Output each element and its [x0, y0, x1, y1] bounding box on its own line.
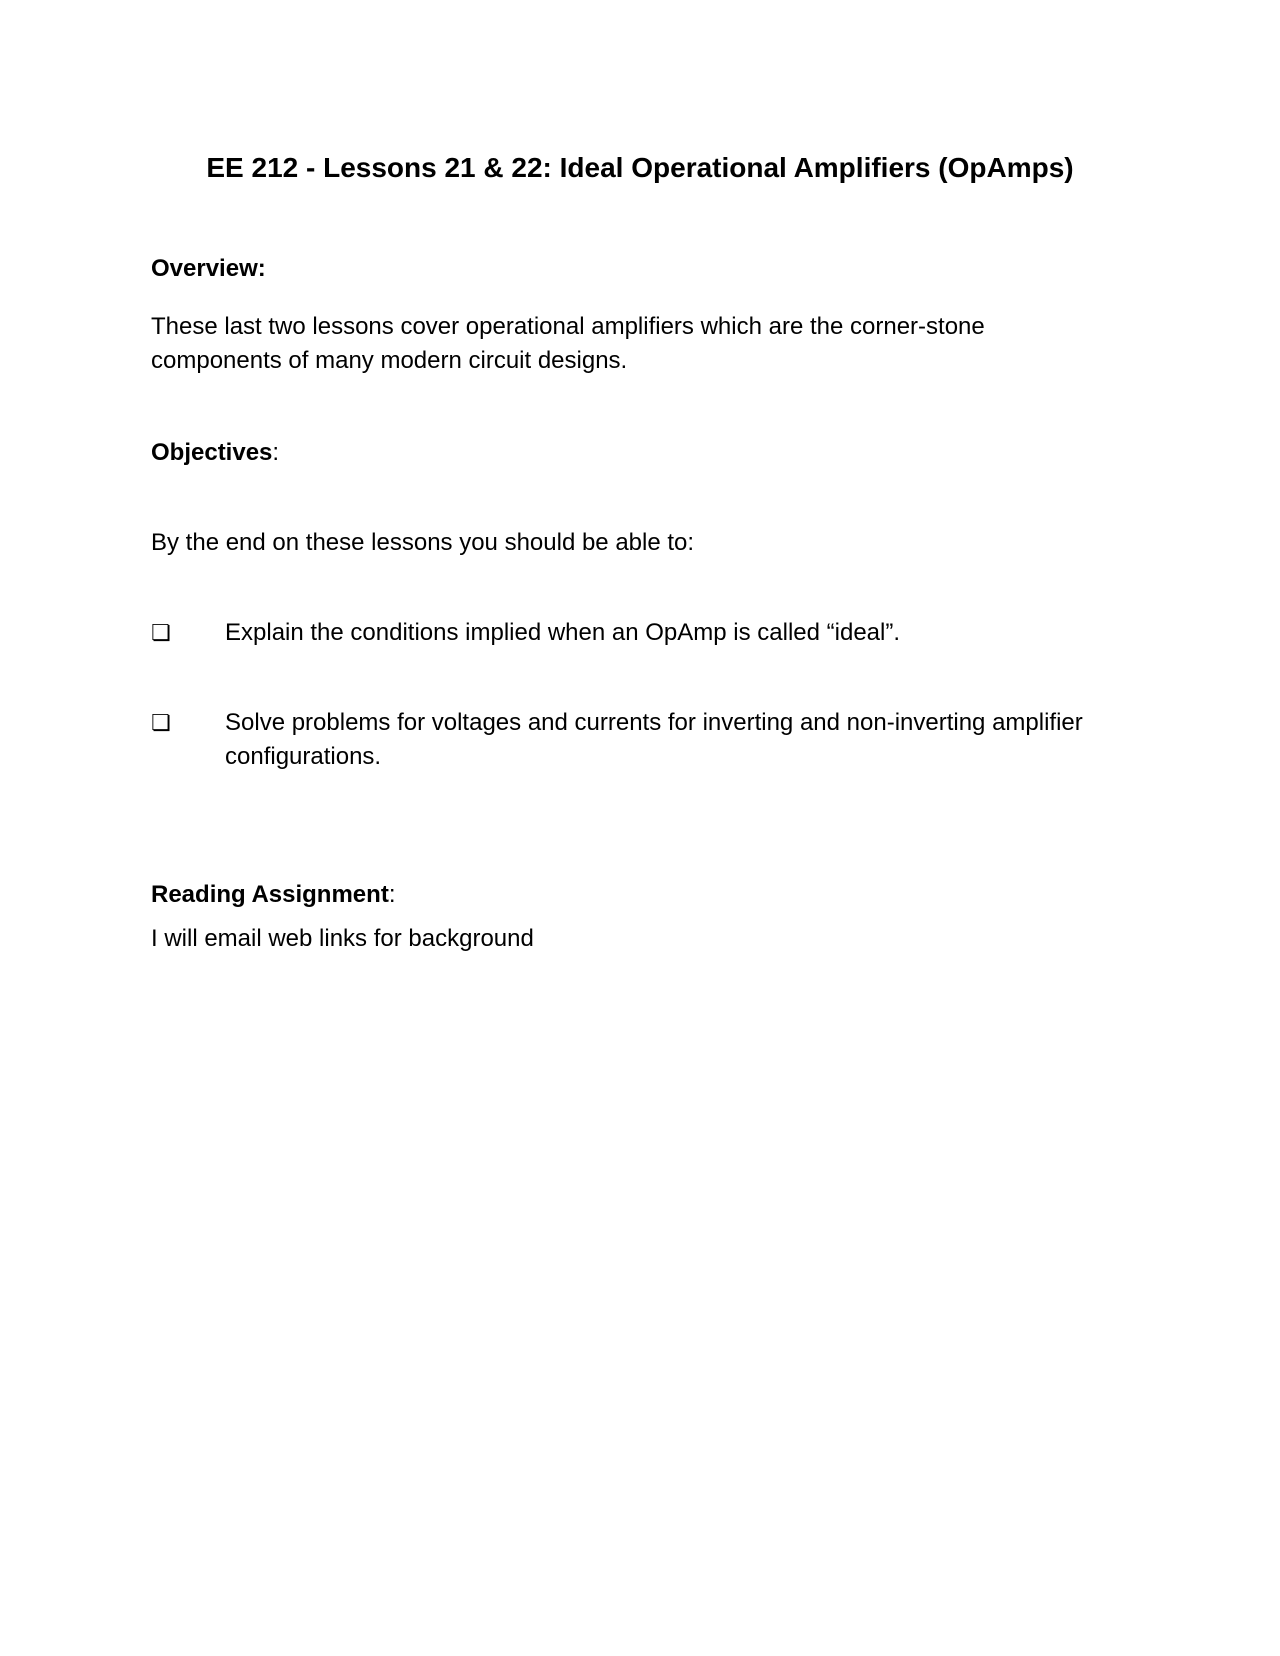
overview-heading: Overview: — [151, 255, 266, 282]
objectives-intro: By the end on these lessons you should be able to: — [151, 529, 695, 556]
reading-assignment-heading — [151, 878, 1161, 912]
objective-item-1-text — [225, 616, 1185, 650]
objective-item-2-line-2: configurations. — [225, 743, 382, 770]
objectives-heading — [151, 436, 1161, 470]
checkbox-bullet-icon: ❏ — [151, 710, 171, 735]
reading-assignment-heading-label: Reading Assignment — [151, 881, 389, 908]
overview-line-1: These last two lessons cover operational amplifiers which are the corner-stone — [151, 313, 985, 340]
objective-item-2-line-1: Solve problems for voltages and currents for inverting and non-inverting amplifier — [225, 709, 1083, 736]
reading-assignment-text: I will email web links for background — [151, 925, 534, 952]
objective-item-1-line-1: Explain the conditions implied when an OpAmp is called “ideal”. — [225, 619, 901, 646]
reading-assignment-heading-colon: : — [388, 881, 396, 908]
page-title: EE 212 - Lessons 21 & 22: Ideal Operational Amplifiers (OpAmps) — [206, 152, 1074, 183]
overview-paragraph — [151, 310, 1161, 378]
objectives-heading-colon: : — [272, 439, 280, 466]
checkbox-bullet-icon: ❏ — [151, 620, 171, 645]
objectives-heading-label: Objectives — [151, 439, 273, 466]
overview-line-2: components of many modern circuit designs. — [151, 347, 628, 374]
objective-item-2-text — [225, 706, 1185, 774]
